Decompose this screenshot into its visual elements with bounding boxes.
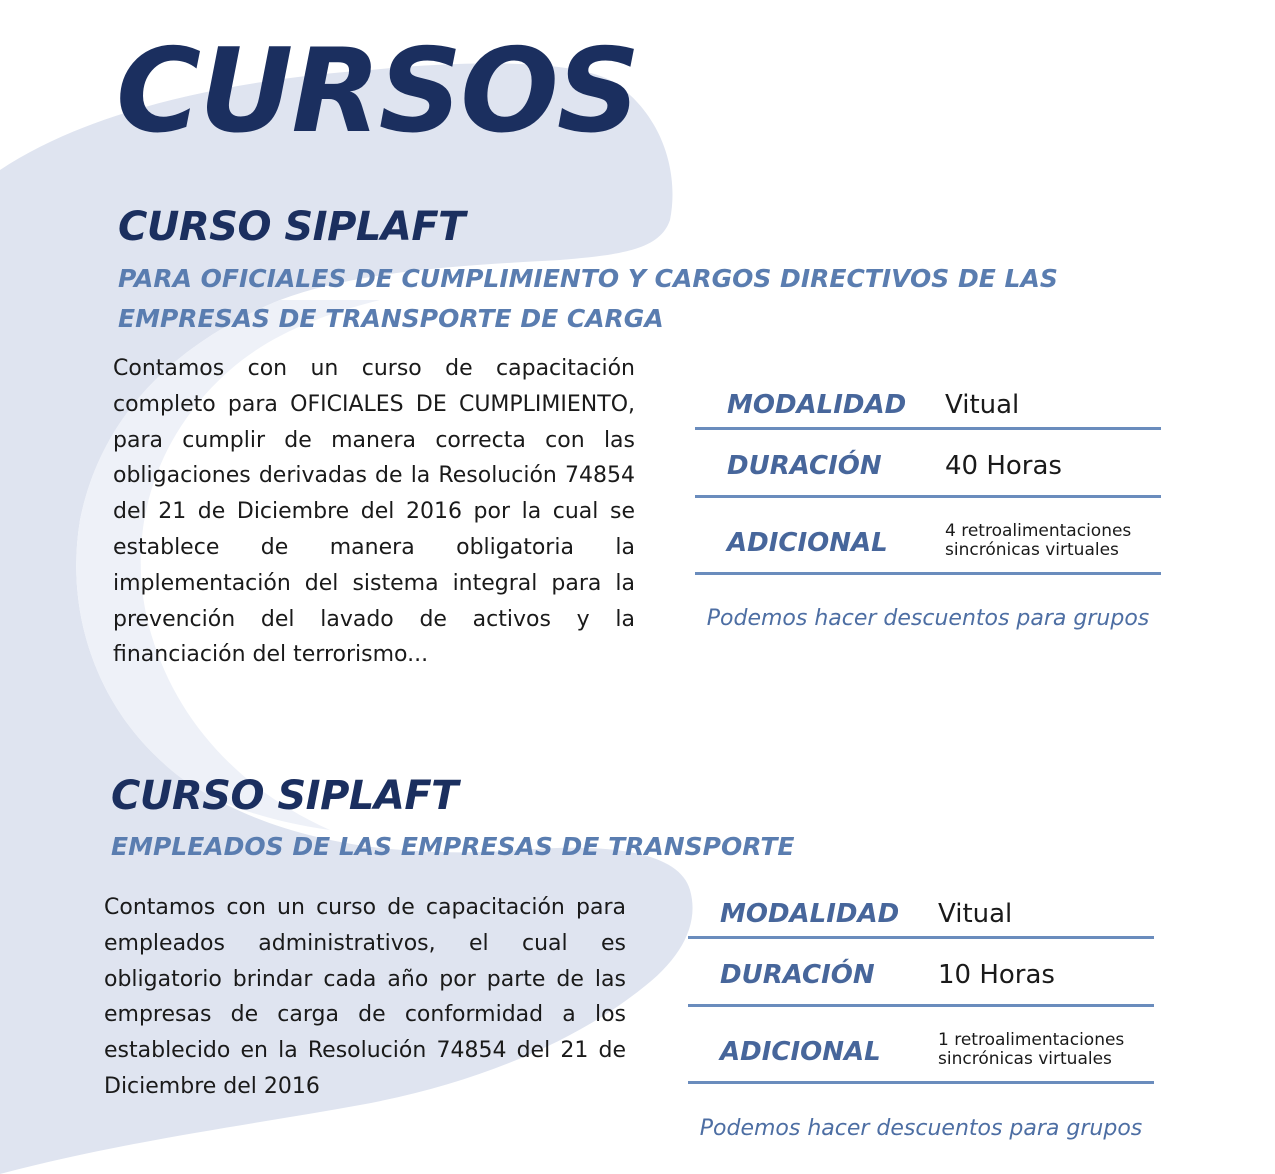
group-discount-note: Podemos hacer descuentos para grupos [706,606,1150,631]
detail-label: MODALIDAD [727,390,907,420]
detail-row-adicional [695,498,1161,575]
course-details-table [688,895,1154,1084]
detail-label: DURACIÓN [727,451,882,481]
detail-label: ADICIONAL [727,528,888,558]
page-title: CURSOS [116,24,639,159]
detail-value: Vitual [938,899,1013,929]
course-description: Contamos con un curso de capacitación para empleados administrativos, el cual es obligatorio brindar cada año por parte de las empresas de carga de conformidad a los establecido en la Resolución 74854 del 21 de Diciembre del 2016 [104,895,626,1099]
detail-label: ADICIONAL [720,1037,881,1067]
detail-value: 1 retroalimentaciones sincrónicas virtuales [938,1030,1125,1069]
course-subtitle-line-1: PARA OFICIALES DE CUMPLIMIENTO Y CARGOS DIRECTIVOS DE LAS [118,264,1058,293]
detail-row-duracion [688,939,1154,1007]
detail-row-modalidad [695,386,1161,430]
detail-row-modalidad [688,895,1154,939]
course-details-table [695,386,1161,575]
course-subtitle-line-2: EMPRESAS DE TRANSPORTE DE CARGA [118,304,664,333]
detail-value: Vitual [945,390,1020,420]
group-discount-note: Podemos hacer descuentos para grupos [699,1116,1143,1141]
course-title: CURSO SIPLAFT [118,204,465,250]
detail-row-adicional [688,1007,1154,1084]
detail-row-duracion [695,430,1161,498]
detail-value: 10 Horas [938,960,1055,990]
course-subtitle-line-1: EMPLEADOS DE LAS EMPRESAS DE TRANSPORTE [111,832,795,861]
detail-label: MODALIDAD [720,899,900,929]
course-description: Contamos con un curso de capacitación completo para OFICIALES DE CUMPLIMIENTO, para cumplir de manera correcta con las obligaciones derivadas de la Resolución 74854 del 21 de Diciembre del 2016 por la cual se establece de manera obligatoria la implementación del sistema integral para la prevención del lavado de activos y la financiación del terrorismo... [113,356,635,668]
detail-value: 4 retroalimentaciones sincrónicas virtuales [945,521,1132,560]
course-title: CURSO SIPLAFT [111,773,458,819]
detail-label: DURACIÓN [720,960,875,990]
detail-value: 40 Horas [945,451,1062,481]
